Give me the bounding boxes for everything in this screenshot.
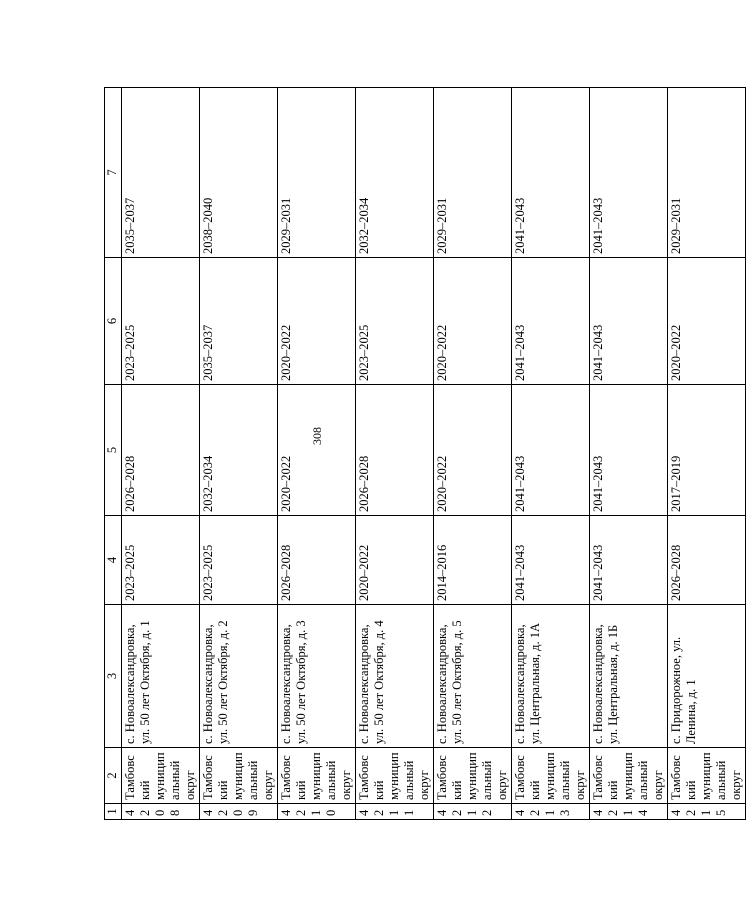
period-cell: 2017–2019	[668, 385, 746, 516]
row-id-cell: 4212	[434, 804, 512, 820]
territory-cell: Тамбовский муниципальный округ	[356, 748, 434, 804]
territory-cell: Тамбовский муниципальный округ	[512, 748, 590, 804]
table-row	[122, 88, 200, 820]
period-cell: 2023–2025	[200, 516, 278, 605]
territory-cell: Тамбовский муниципальный округ	[278, 748, 356, 804]
period-cell: 2041–2043	[512, 516, 590, 605]
row-id-cell: 4214	[590, 804, 668, 820]
table-row	[668, 88, 746, 820]
period-cell: 2041–2043	[512, 258, 590, 385]
table-row	[200, 88, 278, 820]
table-row	[356, 88, 434, 820]
header-row	[105, 88, 122, 820]
table-row	[512, 88, 590, 820]
row-id-cell: 4215	[668, 804, 746, 820]
address-cell: с. Придорожное, ул. Ленина, д. 1	[668, 605, 746, 748]
period-cell: 2023–2025	[356, 258, 434, 385]
territory-cell: Тамбовский муниципальный округ	[590, 748, 668, 804]
period-cell: 2020–2022	[434, 258, 512, 385]
period-cell: 2026–2028	[668, 516, 746, 605]
table-row	[590, 88, 668, 820]
period-cell: 2023–2025	[122, 258, 200, 385]
period-cell: 2023–2025	[122, 516, 200, 605]
period-cell: 2032–2034	[356, 88, 434, 258]
period-cell: 2026–2028	[356, 385, 434, 516]
period-cell: 2041–2043	[590, 385, 668, 516]
territory-cell: Тамбовский муниципальный округ	[668, 748, 746, 804]
header-cell: 6	[105, 258, 122, 385]
row-id-cell: 4213	[512, 804, 590, 820]
territory-cell: Тамбовский муниципальный округ	[434, 748, 512, 804]
period-cell: 2020–2022	[356, 516, 434, 605]
period-cell: 2041–2043	[590, 516, 668, 605]
period-cell: 2029–2031	[278, 88, 356, 258]
territory-cell: Тамбовский муниципальный округ	[122, 748, 200, 804]
period-cell: 2035–2037	[200, 258, 278, 385]
period-cell: 2029–2031	[434, 88, 512, 258]
row-id-cell: 4211	[356, 804, 434, 820]
header-cell: 4	[105, 516, 122, 605]
period-cell: 2035–2037	[122, 88, 200, 258]
period-cell: 2041–2043	[512, 385, 590, 516]
period-cell: 2029–2031	[668, 88, 746, 258]
address-cell: с. Новоалександровка, ул. 50 лет Октября, д. 1	[122, 605, 200, 748]
period-cell: 2020–2022	[434, 385, 512, 516]
header-cell: 3	[105, 605, 122, 748]
period-cell: 2020–2022	[278, 258, 356, 385]
period-cell: 2032–2034	[200, 385, 278, 516]
header-cell: 2	[105, 748, 122, 804]
period-cell: 2041–2043	[590, 258, 668, 385]
row-id-cell: 4209	[200, 804, 278, 820]
period-cell: 2038–2040	[200, 88, 278, 258]
period-cell: 2041–2043	[590, 88, 668, 258]
schedule-table	[104, 87, 746, 820]
header-cell: 1	[105, 804, 122, 820]
page-number: 308	[310, 427, 324, 445]
period-cell: 2020–2022	[278, 385, 356, 516]
period-cell: 2014–2016	[434, 516, 512, 605]
address-cell: с. Новоалександровка, ул. 50 лет Октября, д. 4	[356, 605, 434, 748]
address-cell: с. Новоалександровка, ул. 50 лет Октября, д. 5	[434, 605, 512, 748]
row-id-cell: 4208	[122, 804, 200, 820]
period-cell: 2026–2028	[122, 385, 200, 516]
address-cell: с. Новоалександровка, ул. 50 лет Октября, д. 2	[200, 605, 278, 748]
period-cell: 2026–2028	[278, 516, 356, 605]
territory-cell: Тамбовский муниципальный округ	[200, 748, 278, 804]
address-cell: с. Новоалександровка, ул. Центральная, д. 1Б	[590, 605, 668, 748]
period-cell: 2041–2043	[512, 88, 590, 258]
table-row	[434, 88, 512, 820]
period-cell: 2020–2022	[668, 258, 746, 385]
header-cell: 5	[105, 385, 122, 516]
address-cell: с. Новоалександровка, ул. Центральная, д. 1А	[512, 605, 590, 748]
header-cell: 7	[105, 88, 122, 258]
row-id-cell: 4210	[278, 804, 356, 820]
schedule-table-wrapper	[104, 88, 743, 820]
table-row	[278, 88, 356, 820]
address-cell: с. Новоалександровка, ул. 50 лет Октября, д. 3	[278, 605, 356, 748]
